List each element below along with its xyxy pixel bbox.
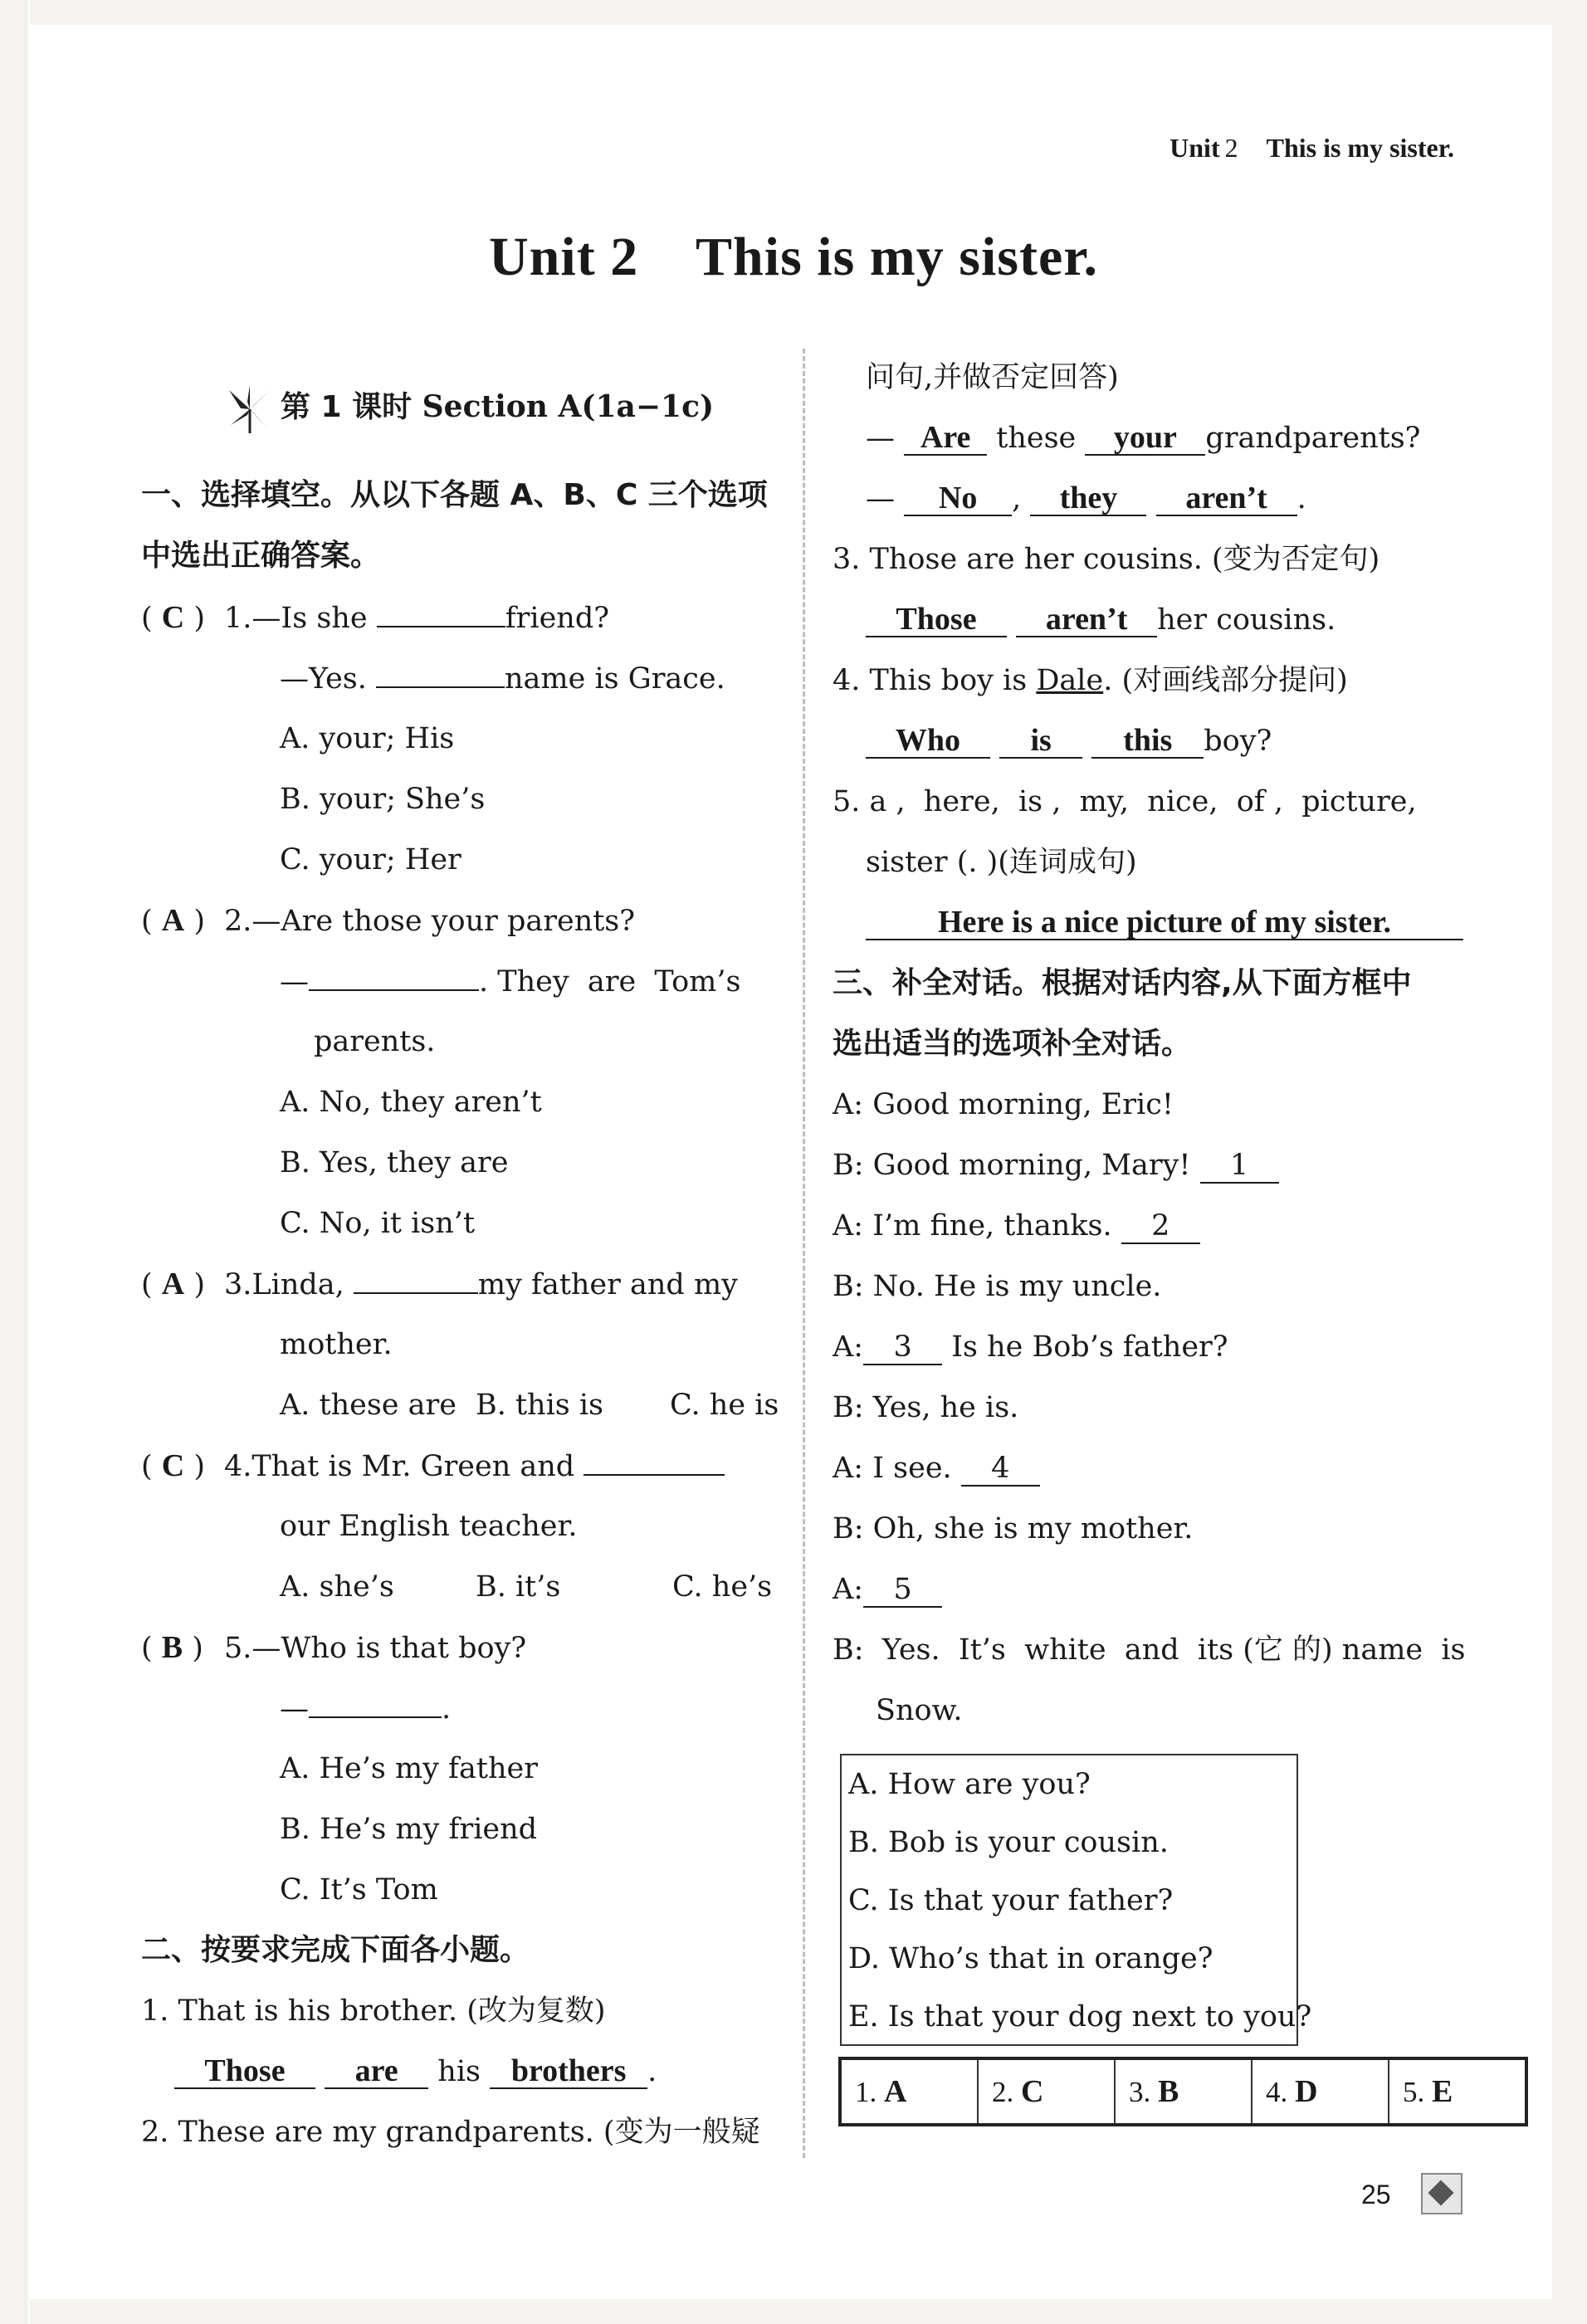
dialog-text: A: [833, 1573, 864, 1606]
page-spine-shadow [25, 0, 30, 2324]
answer-bracket: ( A ) [141, 903, 206, 938]
mc-answer-5: B [161, 1630, 183, 1665]
option-c: C. he’s [672, 1570, 773, 1604]
option-b: B. Yes, they are [280, 1146, 509, 1179]
answer-cell-value: E [1432, 2074, 1453, 2109]
task-text: grandparents? [1205, 422, 1421, 455]
answer-blank: Those [866, 603, 1007, 637]
box-option-d: D. Who’s that in orange? [848, 1942, 1213, 1975]
answer-cell-value: C [1021, 2074, 1044, 2109]
task-4-answer [866, 716, 1272, 766]
option-a: A. these are [280, 1389, 457, 1422]
question-number: 4. [224, 1450, 252, 1483]
dialog-line-6: B: Yes, he is. [833, 1391, 1019, 1424]
dialog-blank-2: 2 [1121, 1209, 1200, 1244]
answer-cell-number: 4. [1266, 2076, 1288, 2108]
answer-blank: aren’t [1156, 481, 1297, 516]
answer-blank: aren’t [1016, 603, 1157, 637]
dialog-line-9 [833, 1565, 942, 1614]
answer-blank: your [1085, 421, 1205, 456]
running-header-unit-label: Unit [1169, 133, 1220, 163]
task-5-stem-line1: 5. a , here, is , my, nice, of , picture, [833, 785, 1417, 818]
mc-question-5 [141, 1623, 526, 1672]
fill-blank [354, 1259, 478, 1294]
answer-blank: they [1030, 481, 1146, 516]
fill-blank [309, 1683, 442, 1718]
task-text: , [1012, 482, 1022, 515]
page-title: Unit 2 This is my sister. [489, 227, 1098, 287]
task-text: his [437, 2055, 481, 2088]
part2-heading: 二、按要求完成下面各小题。 [141, 1933, 530, 1967]
task-text: boy? [1204, 725, 1272, 758]
answer-cell-value: D [1295, 2074, 1318, 2109]
answer-blank: Who [866, 724, 990, 759]
dialog-text: A: I see. [833, 1452, 952, 1485]
mc-answer-3: A [161, 1267, 185, 1301]
question-number: 2. [224, 905, 252, 938]
task-2-answer-line1 [866, 413, 1420, 463]
task-2-stem-line1: 2. These are my grandparents. (变为一般疑 [141, 2116, 760, 2149]
fill-blank [309, 956, 479, 991]
mc-question-2-line2 [280, 956, 740, 1006]
answer-blank: No [904, 481, 1012, 516]
part1-heading-line2: 中选出正确答案。 [141, 539, 381, 573]
dialog-line-8: B: Oh, she is my mother. [833, 1512, 1194, 1545]
task-text: her cousins. [1157, 603, 1336, 637]
box-option-c: C. Is that your father? [848, 1884, 1174, 1917]
question-stem: friend? [505, 602, 609, 635]
option-b: B. it’s [476, 1570, 561, 1604]
column-divider [803, 349, 805, 2158]
question-text: name is Grace. [505, 662, 725, 696]
lesson-section: Section A(1a−1c) [422, 389, 715, 424]
dialog-text: A: I’m fine, thanks. [833, 1209, 1112, 1243]
answer-cell [840, 2058, 978, 2125]
answer-cell [1252, 2058, 1389, 2125]
box-option-b: B. Bob is your cousin. [848, 1826, 1169, 1859]
mc-question-4 [141, 1441, 725, 1491]
question-stem: my father and my [477, 1268, 738, 1301]
question-number: 1. [224, 602, 252, 635]
dialog-line-1: A: Good morning, Eric! [833, 1088, 1174, 1121]
option-c: C. he is [670, 1389, 779, 1422]
task-5-answer [866, 898, 1463, 948]
answer-bracket: ( B ) [141, 1630, 203, 1665]
part1-heading-line1: 一、选择填空。从以下各题 A、B、C 三个选项 [141, 478, 768, 512]
question-number: 3. [224, 1268, 252, 1301]
dialog-line-7 [833, 1443, 1040, 1493]
option-c: C. It’s Tom [280, 1873, 438, 1907]
option-b: B. He’s my friend [280, 1813, 538, 1846]
dialog-line-4: B: No. He is my uncle. [833, 1270, 1162, 1303]
answer-bracket: ( C ) [141, 1448, 206, 1483]
answer-blank: brothers [490, 2054, 647, 2089]
question-number: 5. [224, 1632, 252, 1665]
question-text: . [442, 1692, 452, 1726]
question-text: —Yes. [280, 662, 367, 696]
fill-blank [376, 653, 505, 688]
dialog-blank-4: 4 [961, 1452, 1040, 1487]
task-1-stem: 1. That is his brother. (改为复数) [141, 1994, 606, 2028]
lesson-heading [224, 378, 714, 436]
answer-blank: is [999, 724, 1082, 759]
answer-cell [1389, 2058, 1526, 2125]
task-text: 4. This boy is [833, 664, 1037, 697]
answer-bracket: ( C ) [141, 600, 206, 635]
question-stem: —Who is that boy? [251, 1632, 527, 1665]
pinwheel-icon [224, 383, 276, 435]
underlined-word: Dale [1036, 664, 1104, 697]
mc-question-5-line2 [280, 1683, 451, 1733]
option-b: B. your; She’s [280, 783, 486, 816]
mc-question-2-line3: parents. [314, 1025, 436, 1058]
option-c: C. No, it isn’t [280, 1207, 476, 1240]
running-header-unit-number: 2 [1224, 133, 1238, 163]
answer-blank: this [1091, 724, 1204, 759]
answer-blank: are [325, 2054, 428, 2089]
page-number: 25 [1361, 2180, 1391, 2209]
page-diamond-icon [1421, 2173, 1462, 2214]
mc-question-1 [141, 593, 609, 642]
dialog-answer-table [838, 2057, 1528, 2126]
task-4-stem [833, 656, 1348, 706]
task-5-stem-line2: sister (. )(连词成句) [866, 846, 1137, 879]
mc-question-3-line2: mother. [280, 1328, 393, 1361]
option-a: A. No, they aren’t [280, 1086, 542, 1119]
dialog-blank-1: 1 [1200, 1149, 1279, 1184]
answer-cell-value: B [1158, 2074, 1179, 2109]
question-stem: That is Mr. Green and [251, 1450, 575, 1483]
option-a: A. your; His [280, 722, 455, 755]
question-text: . They are Tom’s [479, 965, 741, 998]
dialog-blank-5: 5 [863, 1573, 942, 1608]
option-b: B. this is [476, 1389, 604, 1422]
answer-cell-number: 1. [855, 2076, 877, 2108]
options-box [840, 1754, 1312, 2046]
task-2-stem-line2: 问句,并做否定回答) [866, 361, 1119, 394]
part3-heading-line2: 选出适当的选项补全对话。 [833, 1027, 1192, 1061]
task-text: — [866, 422, 895, 455]
answer-bracket: ( A ) [141, 1267, 206, 1301]
dialog-line-11: Snow. [876, 1694, 963, 1727]
task-text: these [996, 422, 1077, 455]
question-stem: —Are those your parents? [251, 905, 636, 938]
option-a: A. He’s my father [280, 1752, 538, 1785]
dialog-text: A: [833, 1330, 864, 1364]
task-2-answer-line2 [866, 474, 1306, 524]
dialog-line-2 [833, 1140, 1279, 1190]
mc-question-3 [141, 1259, 738, 1309]
answer-cell-number: 3. [1129, 2076, 1151, 2108]
question-text: — [280, 965, 309, 998]
task-text: . [1296, 482, 1306, 515]
box-option-e: E. Is that your dog next to you? [848, 2000, 1312, 2034]
question-stem: —Is she [251, 602, 368, 635]
option-a: A. she’s [280, 1570, 394, 1604]
task-1-answer [174, 2047, 657, 2097]
option-c: C. your; Her [280, 843, 461, 876]
answer-cell-value: A [884, 2074, 907, 2109]
lesson-number: 第 1 课时 [281, 390, 413, 424]
dialog-line-3 [833, 1201, 1200, 1251]
fill-blank [377, 593, 505, 627]
running-header [1169, 133, 1454, 164]
dialog-blank-3: 3 [863, 1330, 942, 1365]
task-text: . (对画线部分提问) [1103, 664, 1348, 697]
part3-heading-line1: 三、补全对话。根据对话内容,从下面方框中 [833, 966, 1412, 1000]
mc-question-2 [141, 896, 635, 945]
mc-answer-4: C [161, 1448, 185, 1483]
question-text: — [280, 1692, 309, 1726]
answer-cell [1115, 2058, 1252, 2125]
task-text: — [866, 482, 895, 515]
box-option-a: A. How are you? [848, 1768, 1091, 1801]
dialog-text: B: Good morning, Mary! [833, 1149, 1191, 1182]
question-stem: Linda, [251, 1268, 344, 1301]
dialog-line-10: B: Yes. It’s white and its (它 的) name is [833, 1633, 1466, 1667]
task-text: . [647, 2055, 657, 2088]
mc-question-1-line2 [280, 653, 725, 703]
answer-cell [978, 2058, 1115, 2125]
task-3-answer [866, 595, 1336, 645]
answer-blank: Those [174, 2054, 315, 2089]
mc-answer-1: C [161, 600, 185, 635]
dialog-line-5 [833, 1322, 1228, 1372]
answer-cell-number: 5. [1403, 2076, 1425, 2108]
dialog-text: Is he Bob’s father? [951, 1330, 1228, 1364]
mc-question-4-line2: our English teacher. [280, 1510, 578, 1543]
answer-cell-number: 2. [992, 2076, 1014, 2108]
mc-answer-2: A [161, 903, 185, 938]
answer-blank: Are [904, 421, 987, 456]
running-header-title: This is my sister. [1266, 133, 1454, 163]
fill-blank [584, 1441, 725, 1476]
answer-blank: Here is a nice picture of my sister. [866, 906, 1463, 940]
task-3-stem: 3. Those are her cousins. (变为否定句) [833, 543, 1380, 576]
